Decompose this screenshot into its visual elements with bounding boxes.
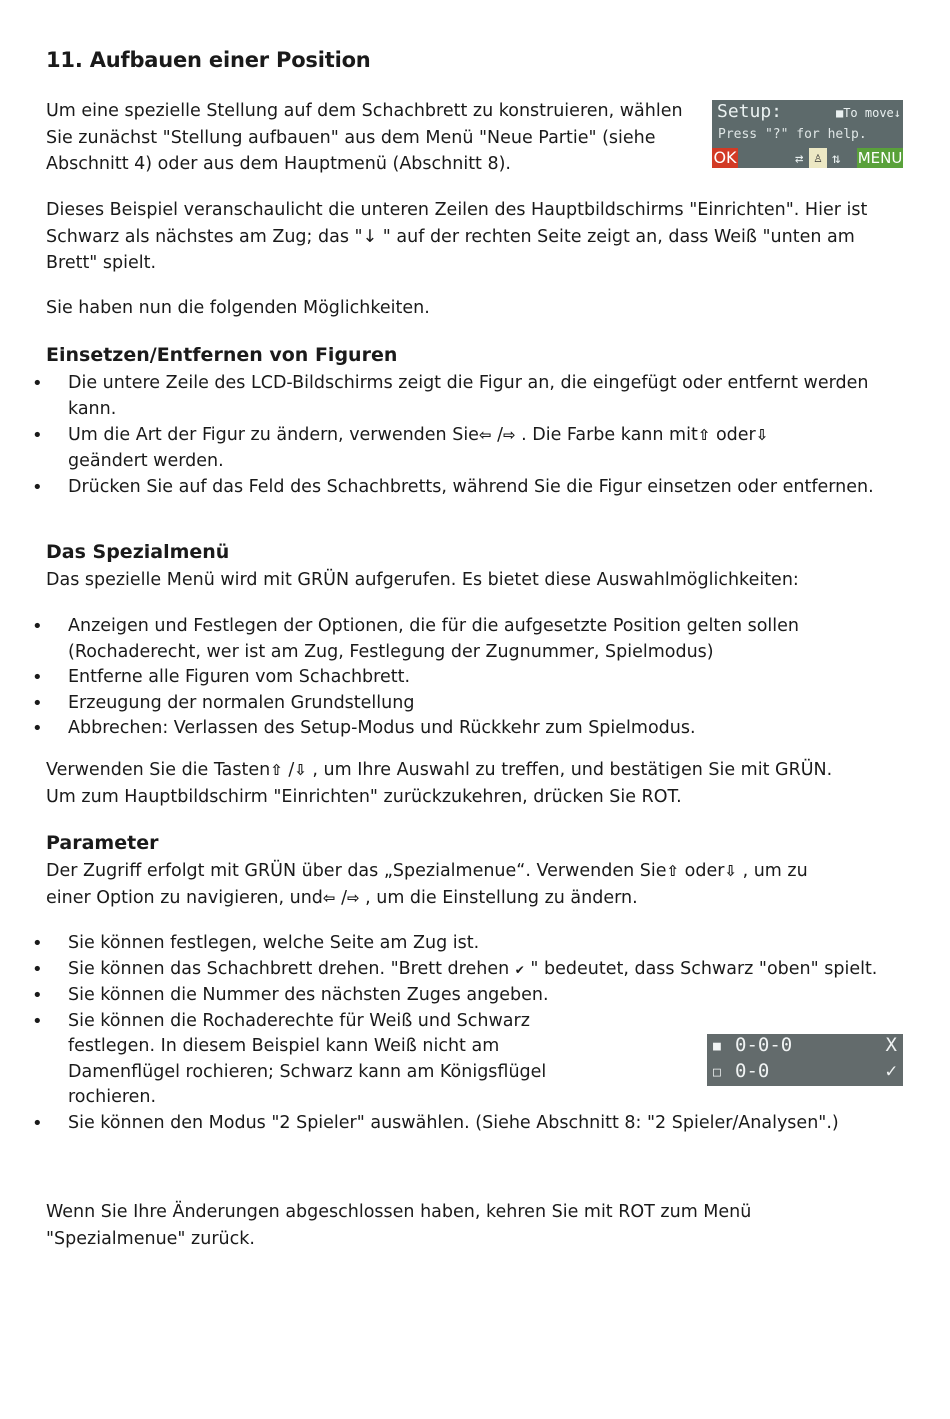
bullet-icon: • <box>32 425 43 446</box>
empty-square-icon: □ <box>713 1065 721 1080</box>
check-icon: ✓ <box>885 1060 897 1082</box>
list-item: • Sie können den Modus "2 Spieler" auswählen. (Siehe Abschnitt 8: "2 Spieler/Analysen".) <box>0 1111 904 1137</box>
list-item: • Anzeigen und Festlegen der Optionen, die für die aufgesetzte Position gelten sollen (Rochaderecht, wer ist am Zug, Festlegung der Zugnummer, Spielmodus) <box>32 616 800 662</box>
castling-row-queenside: ■ 0-0-0 X <box>713 1034 897 1056</box>
bullet-icon: • <box>32 373 43 394</box>
cross-icon: X <box>885 1034 897 1056</box>
special-menu-outro: Verwenden Sie die Tasten⇧ /⇩ , um Ihre Auswahl zu treffen, und bestätigen Sie mit GRÜN. Um zum Hauptbildschirm "Einrichten" zurückzukehren, drücken Sie ROT. <box>46 760 833 807</box>
lcd-castling-screen <box>707 1034 903 1086</box>
pawn-icon: ♙ <box>809 148 827 168</box>
arrow-up-icon: ⇧ <box>697 426 711 444</box>
arrow-down-icon: ⇩ <box>294 761 307 779</box>
bullet-icon: • <box>32 985 43 1006</box>
filled-square-icon: ■ <box>713 1039 721 1054</box>
arrow-up-icon: ⇧ <box>270 761 283 779</box>
castling-row-kingside: □ 0-0 ✓ <box>713 1060 897 1082</box>
bullet-icon: • <box>32 933 43 954</box>
list-item: • Erzeugung der normalen Grundstellung <box>0 691 904 717</box>
list-item: • Um die Art der Figur zu ändern, verwenden Sie⇦ /⇨ . Die Farbe kann mit⇧ oder⇩ geändert werden. <box>32 425 769 471</box>
lcd-to-move: ■To move↓ <box>835 106 901 120</box>
updown-icon: ⇅ <box>832 151 841 167</box>
lcd-setup-screen <box>712 100 903 168</box>
arrow-right-icon: ⇨ <box>346 888 360 907</box>
bullet-icon: • <box>32 667 43 688</box>
swap-icon: ⇄ <box>795 151 804 167</box>
bullet-icon: • <box>32 958 43 980</box>
arrow-left-icon: ⇦ <box>322 888 336 907</box>
example-paragraph: Dieses Beispiel veranschaulicht die unteren Zeilen des Hauptbildschirms "Einrichten". Hier ist Schwarz als nächstes am Zug; das "↓ " auf der rechten Seite zeigt an, dass Weiß "unten am Brett" spielt. <box>46 200 868 273</box>
arrow-down-icon: ⇩ <box>755 426 769 444</box>
arrow-right-icon: ⇨ <box>503 426 516 444</box>
closing-paragraph: Wenn Sie Ihre Änderungen abgeschlossen haben, kehren Sie mit ROT zum Menü "Spezialmenue" zurück. <box>46 1202 752 1249</box>
intro-paragraph: Um eine spezielle Stellung auf dem Schachbrett zu konstruieren, wählen Sie zunächst "Stellung aufbauen" aus dem Menü "Neue Partie" (siehe Abschnitt 4) oder aus dem Hauptmenü (Abschnitt 8). <box>46 101 683 174</box>
bullet-icon: • <box>32 477 43 498</box>
lcd-menu-label: MENU <box>857 149 903 167</box>
lcd-help-text: Press "?" for help. <box>718 127 867 142</box>
list-item: • Sie können die Rochaderechte für Weiß und Schwarz festlegen. In diesem Beispiel kann Weiß nicht am Damenflügel rochieren; Schwarz kann am Königsflügel rochieren. <box>32 1010 547 1107</box>
check-icon: ✔ <box>514 962 525 977</box>
list-item: • Sie können das Schachbrett drehen. "Brett drehen ✔ " bedeutet, dass Schwarz "oben" spielt. <box>0 957 904 984</box>
bullet-icon: • <box>32 1010 43 1032</box>
page-title: 11. Aufbauen einer Position <box>46 48 371 72</box>
arrow-down-icon: ⇩ <box>724 862 737 880</box>
list-item: • Entferne alle Figuren vom Schachbrett. <box>0 665 904 691</box>
arrow-up-icon: ⇧ <box>666 862 680 880</box>
bullet-icon: • <box>32 692 43 714</box>
list-item: • Drücken Sie auf das Feld des Schachbretts, während Sie die Figur einsetzen oder entfernen. <box>0 475 904 501</box>
bullet-icon: • <box>32 1112 43 1134</box>
bullet-icon: • <box>32 616 43 637</box>
options-intro: Sie haben nun die folgenden Möglichkeiten. <box>46 298 430 318</box>
list-item: • Sie können die Nummer des nächsten Zuges angeben. <box>0 983 904 1009</box>
lcd-setup-title: Setup: <box>717 101 783 122</box>
parameter-intro: Der Zugriff erfolgt mit GRÜN über das „Spezialmenue“. Verwenden Sie⇧ oder⇩ , um zu einer Option zu navigieren, und⇦ /⇨ , um die Einstellung zu ändern. <box>46 861 808 908</box>
list-item: • Die untere Zeile des LCD-Bildschirms zeigt die Figur an, die eingefügt oder entfernt werden kann. <box>32 373 869 419</box>
special-menu-intro: Das spezielle Menü wird mit GRÜN aufgerufen. Es bietet diese Auswahlmöglichkeiten: <box>46 570 799 590</box>
pieces-list <box>0 371 904 501</box>
bullet-icon: • <box>32 718 43 739</box>
special-menu-list <box>0 614 904 742</box>
list-item: • Abbrechen: Verlassen des Setup-Modus und Rückkehr zum Spielmodus. <box>0 716 904 742</box>
lcd-ok-label: OK <box>713 148 737 167</box>
section-title-parameter: Parameter <box>46 832 159 854</box>
list-item: • Sie können festlegen, welche Seite am Zug ist. <box>0 931 904 957</box>
section-title-special-menu: Das Spezialmenü <box>46 541 230 563</box>
arrow-left-icon: ⇦ <box>478 426 492 444</box>
section-title-pieces: Einsetzen/Entfernen von Figuren <box>46 344 398 366</box>
